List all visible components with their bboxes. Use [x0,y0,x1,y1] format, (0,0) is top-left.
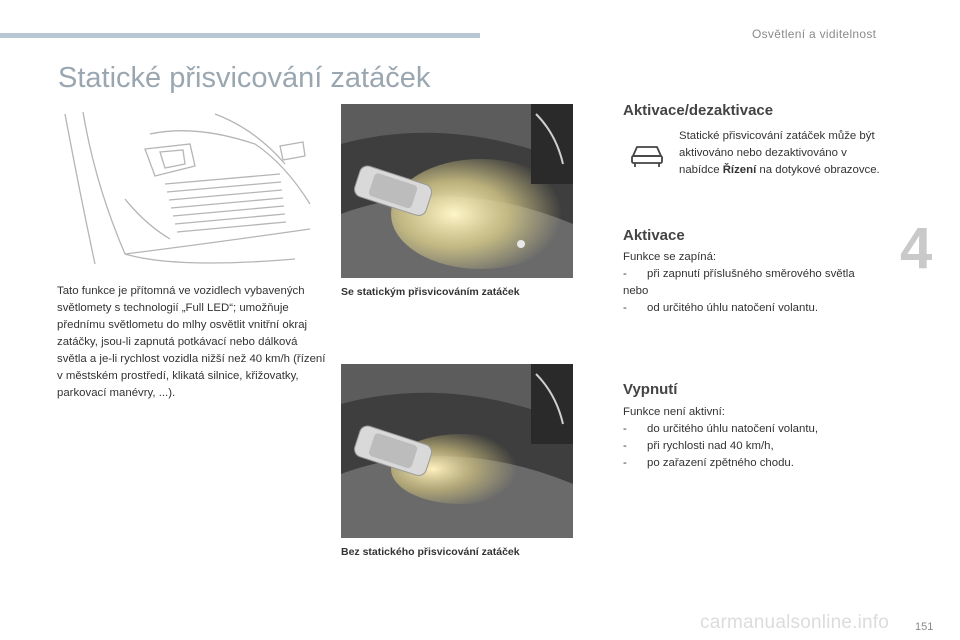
night-road-image-2 [341,364,573,538]
fog-light-illustration [55,104,323,270]
deactivation-block [623,404,883,472]
heading-deactivation: Vypnutí [623,381,678,398]
caption-without-cornering-light: Bez statického přisvicování zatáček [341,546,520,558]
list-item: - při zapnutí příslušného směrového světla [623,268,855,280]
deactivation-intro: Funkce není aktivní: [623,406,725,418]
list-item: - do určitého úhlu natočení volantu, [623,423,818,435]
activation-or: nebo [623,285,649,297]
heading-activation: Aktivace [623,227,685,244]
intro-paragraph: Tato funkce je přítomná ve vozidlech vybavených světlomety s technologií „Full LED“; umožňuje přednímu světlometu do mlhy osvětlit vnitřní okraj zatáčky, jsou-li zapnutá potkávací nebo dálková světla a je-li rychlost vozidla nižší než 40 km/h (řízení v městském prostředí, klikatá silnice, křižovatky, parkovací manévry, ...). [57,285,326,399]
activation-intro: Funkce se zapíná: [623,251,717,263]
watermark: carmanualsonline.info [700,612,890,633]
chapter-title: Osvětlení a viditelnost [752,27,877,41]
photo-without-cornering-light [341,364,573,538]
chapter-number: 4 [900,216,933,281]
heading-activation-deactivation: Aktivace/dezaktivace [623,102,774,119]
header-bar [0,33,480,38]
car-front-icon [630,142,664,168]
list-item: - při rychlosti nad 40 km/h, [623,440,774,452]
activation-block [623,249,883,317]
menu-name: Řízení [722,164,757,176]
page-number: 151 [915,621,934,633]
list-item: - po zařazení zpětného chodu. [623,457,794,469]
night-road-image [341,104,573,278]
activation-deactivation-text: Statické přisvicování zatáček může být aktivováno nebo dezaktivováno v nabídce Řízení na dotykové obrazovce. [679,130,880,176]
caption-with-cornering-light: Se statickým přisvicováním zatáček [341,286,520,298]
page-title: Statické přisvicování zatáček [58,62,431,94]
photo-with-cornering-light [341,104,573,278]
list-item: - od určitého úhlu natočení volantu. [623,302,818,314]
